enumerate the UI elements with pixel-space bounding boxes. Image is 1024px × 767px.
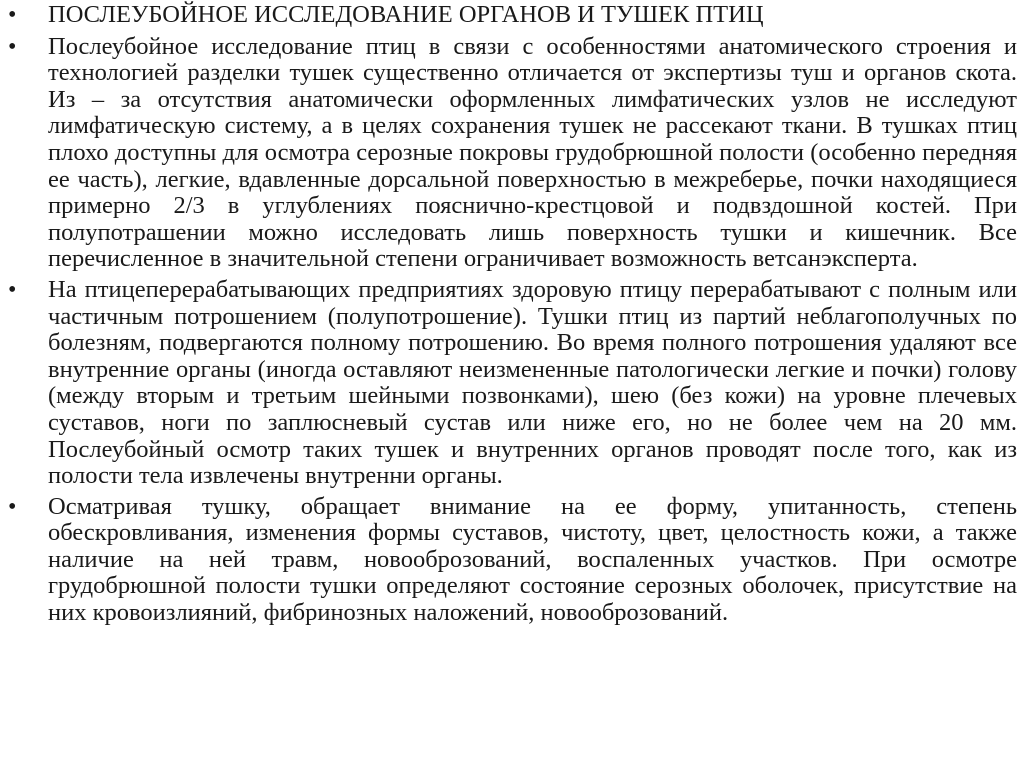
paragraph-text: На птицеперерабатывающих предприятиях здоровую птицу перерабатывают с полным или частичным потрошением (полупотрошение). Тушки птиц из партий неблагополучных по болезням, подвергаются полному потрошению. Во время полного потрошения удаляют все внутренние органы (иногда оставляют неизмененные патологически легкие и почки) голову (между вторым и третьим шейными позвонками), шею (без кожи) на уровне плечевых суставов, ноги по заплюсневый сустав или ниже его, но не более чем на 20 мм. Послеубойный осмотр таких тушек и внутренних органов проводят после того, как из полости тела извлечены внутренни органы. (48, 275, 1017, 490)
bullet-list (0, 2, 1024, 631)
bullet-icon: • (8, 2, 17, 28)
paragraph-item (0, 34, 1024, 273)
bullet-icon: • (8, 276, 17, 303)
slide-title-item (0, 2, 1024, 29)
paragraph-text: Послеубойное исследование птиц в связи с особенностями анатомического строения и технологией разделки тушек существенно отличается от экспертизы туш и органов скота. Из – за отсутствия анатомически оформленных лимфатических узлов не исследуют лимфатическую систему, а в целях сохранения тушек не рассекают ткани. В тушках птиц плохо доступны для осмотра серозные покровы грудобрюшной полости (особенно передняя ее часть), легкие, вдавленные дорсальной поверхностью в межреберье, почки находящиеся примерно 2/3 в углублениях пояснично-крестцовой и подвздошной костей. При полупотрашении можно исследовать лишь поверхность тушки и кишечник. Все перечисленное в значительной степени ограничивает возможность ветсанэксперта. (48, 32, 1017, 273)
bullet-icon: • (8, 33, 17, 60)
slide-title: ПОСЛЕУБОЙНОЕ ИССЛЕДОВАНИЕ ОРГАНОВ И ТУШЕК ПТИЦ (48, 1, 764, 28)
paragraph-item (0, 494, 1024, 627)
bullet-icon: • (8, 493, 17, 520)
paragraph-text: Осматривая тушку, обращает внимание на ее форму, упитанность, степень обескровливания, изменения формы суставов, чистоту, цвет, целостность кожи, а также наличие на ней травм, новооброзований, воспаленных участков. При осмотре грудобрюшной полости тушки определяют состояние серозных оболочек, присутствие на них кровоизлияний, фибринозных наложений, новооброзований. (48, 492, 1017, 627)
paragraph-item (0, 277, 1024, 490)
